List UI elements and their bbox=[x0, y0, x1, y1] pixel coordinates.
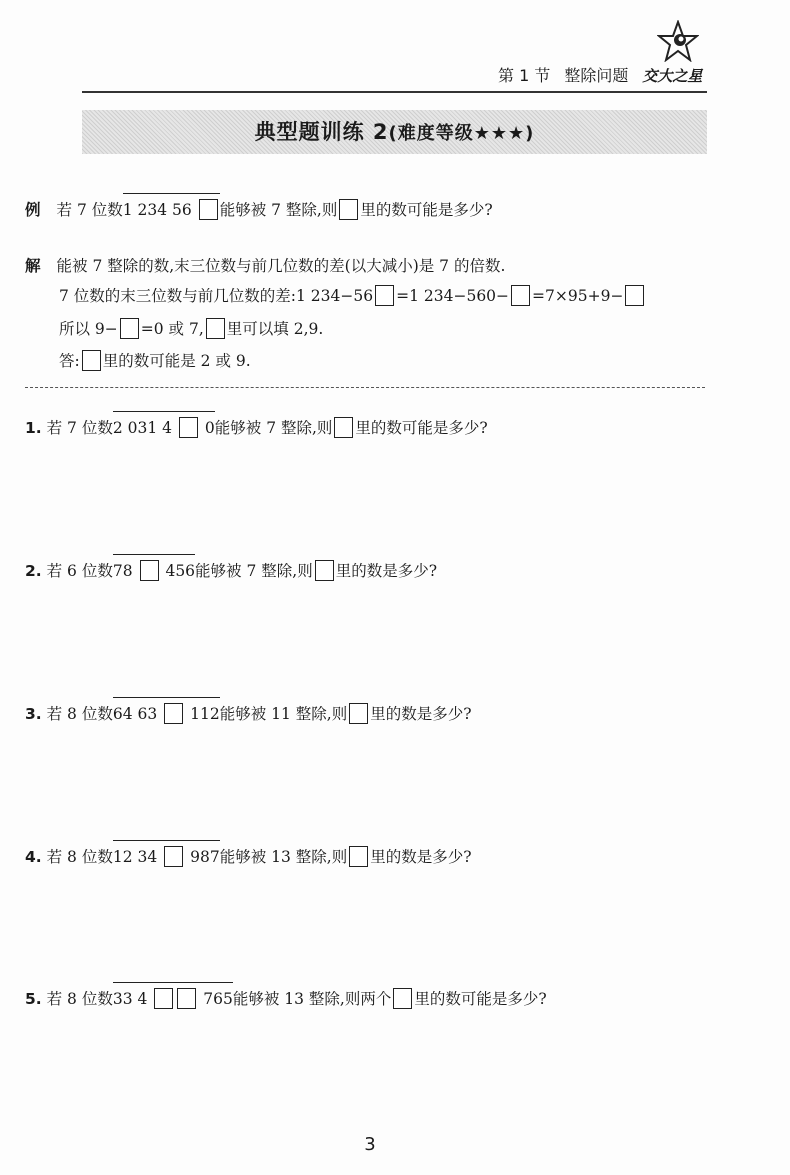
answer-box[interactable] bbox=[164, 846, 183, 867]
answer-box bbox=[206, 318, 225, 339]
solution-text-3b: =0 或 7, bbox=[140, 320, 204, 338]
question-number: 4. bbox=[25, 848, 42, 866]
overline bbox=[113, 982, 233, 983]
title-band bbox=[82, 110, 707, 154]
question-number: 1. bbox=[25, 419, 42, 437]
question-pre: 若 8 位数 bbox=[46, 705, 113, 723]
question-num-b: 456 bbox=[165, 562, 196, 580]
solution-text-3c: 里可以填 2,9. bbox=[226, 320, 324, 338]
question-num-a: 12 34 bbox=[112, 848, 158, 866]
star-logo-icon bbox=[657, 20, 699, 62]
solution-text-4b: 里的数可能是 2 或 9. bbox=[102, 352, 251, 370]
example-tag: 例 bbox=[25, 201, 41, 219]
solution-line-3 bbox=[59, 317, 323, 339]
brand-label: 交大之星 bbox=[642, 67, 703, 85]
answer-box bbox=[339, 199, 358, 220]
solution-text-1: 能被 7 整除的数,末三位数与前几位数的差(以大减小)是 7 的倍数. bbox=[56, 257, 506, 275]
solution-line-2 bbox=[59, 284, 646, 306]
question-1 bbox=[25, 416, 488, 438]
question-2 bbox=[25, 559, 437, 581]
solution-text-4a: 答: bbox=[59, 352, 80, 370]
answer-box bbox=[349, 703, 368, 724]
question-end: 里的数是多少? bbox=[370, 705, 472, 723]
answer-box[interactable] bbox=[140, 560, 159, 581]
question-end: 里的数可能是多少? bbox=[414, 990, 547, 1008]
example-post: 能够被 7 整除,则 bbox=[219, 201, 338, 219]
question-5 bbox=[25, 987, 547, 1009]
question-post: 能够被 7 整除,则 bbox=[214, 419, 333, 437]
question-end: 里的数是多少? bbox=[335, 562, 438, 580]
question-number: 3. bbox=[25, 705, 42, 723]
page-number: 3 bbox=[364, 1134, 376, 1155]
question-post: 能够被 11 整除,则 bbox=[219, 705, 348, 723]
question-num-a: 2 031 4 bbox=[112, 419, 173, 437]
question-number: 2. bbox=[25, 562, 42, 580]
header-rule bbox=[82, 91, 707, 93]
question-end: 里的数可能是多少? bbox=[355, 419, 488, 437]
answer-box bbox=[625, 285, 644, 306]
overline bbox=[113, 411, 215, 412]
question-post: 能够被 13 整除,则 bbox=[219, 848, 348, 866]
answer-box bbox=[511, 285, 530, 306]
question-3 bbox=[25, 702, 472, 724]
question-post: 能够被 13 整除,则两个 bbox=[232, 990, 392, 1008]
question-end: 里的数是多少? bbox=[370, 848, 472, 866]
question-num-a: 33 4 bbox=[112, 990, 148, 1008]
example-line bbox=[25, 198, 493, 220]
question-num-b: 765 bbox=[203, 990, 233, 1008]
answer-box bbox=[375, 285, 394, 306]
overline bbox=[113, 554, 195, 555]
answer-box bbox=[315, 560, 334, 581]
solution-text-2b: =1 234−560− bbox=[396, 287, 510, 305]
question-pre: 若 7 位数 bbox=[46, 419, 113, 437]
question-num-b: 112 bbox=[190, 705, 220, 723]
solution-text-2a: 7 位数的末三位数与前几位数的差:1 234−56 bbox=[59, 287, 374, 305]
example-pre: 若 7 位数 bbox=[56, 201, 123, 219]
question-number-expr bbox=[113, 703, 220, 724]
answer-box[interactable] bbox=[179, 417, 198, 438]
title-main: 典型题训练 2 bbox=[254, 120, 389, 144]
topic-label: 整除问题 bbox=[564, 66, 629, 85]
answer-box bbox=[199, 199, 218, 220]
answer-box bbox=[349, 846, 368, 867]
answer-box[interactable] bbox=[154, 988, 173, 1009]
answer-box[interactable] bbox=[177, 988, 196, 1009]
title-difficulty: (难度等级★★★) bbox=[388, 123, 535, 144]
answer-box bbox=[393, 988, 412, 1009]
solution-tag: 解 bbox=[25, 257, 41, 275]
question-number-expr bbox=[113, 988, 233, 1009]
header bbox=[498, 63, 702, 86]
question-number: 5. bbox=[25, 990, 42, 1008]
question-num-a: 78 bbox=[112, 562, 133, 580]
example-end: 里的数可能是多少? bbox=[360, 201, 493, 219]
answer-box[interactable] bbox=[164, 703, 183, 724]
solution-line-1 bbox=[25, 254, 505, 276]
answer-box bbox=[82, 350, 101, 371]
question-pre: 若 8 位数 bbox=[46, 990, 113, 1008]
solution-line-4 bbox=[59, 349, 251, 371]
example-number bbox=[123, 199, 220, 220]
answer-box bbox=[120, 318, 139, 339]
question-4 bbox=[25, 845, 472, 867]
question-num-a: 64 63 bbox=[112, 705, 158, 723]
question-post: 能够被 7 整除,则 bbox=[195, 562, 313, 580]
question-num-b: 987 bbox=[190, 848, 220, 866]
overline bbox=[113, 697, 220, 698]
dashed-divider bbox=[25, 387, 705, 388]
question-number-expr bbox=[113, 846, 220, 867]
question-pre: 若 8 位数 bbox=[46, 848, 113, 866]
solution-text-3a: 所以 9− bbox=[59, 320, 118, 338]
page-title bbox=[82, 110, 707, 154]
question-num-b: 0 bbox=[204, 419, 215, 437]
overline bbox=[123, 193, 220, 194]
question-pre: 若 6 位数 bbox=[46, 562, 113, 580]
overline bbox=[113, 840, 220, 841]
solution-text-2c: =7×95+9− bbox=[532, 287, 624, 305]
section-label: 第 1 节 bbox=[498, 66, 551, 85]
answer-box bbox=[334, 417, 353, 438]
question-number-expr bbox=[113, 560, 195, 581]
question-number-expr bbox=[113, 417, 215, 438]
example-number-text: 1 234 56 bbox=[122, 201, 192, 219]
